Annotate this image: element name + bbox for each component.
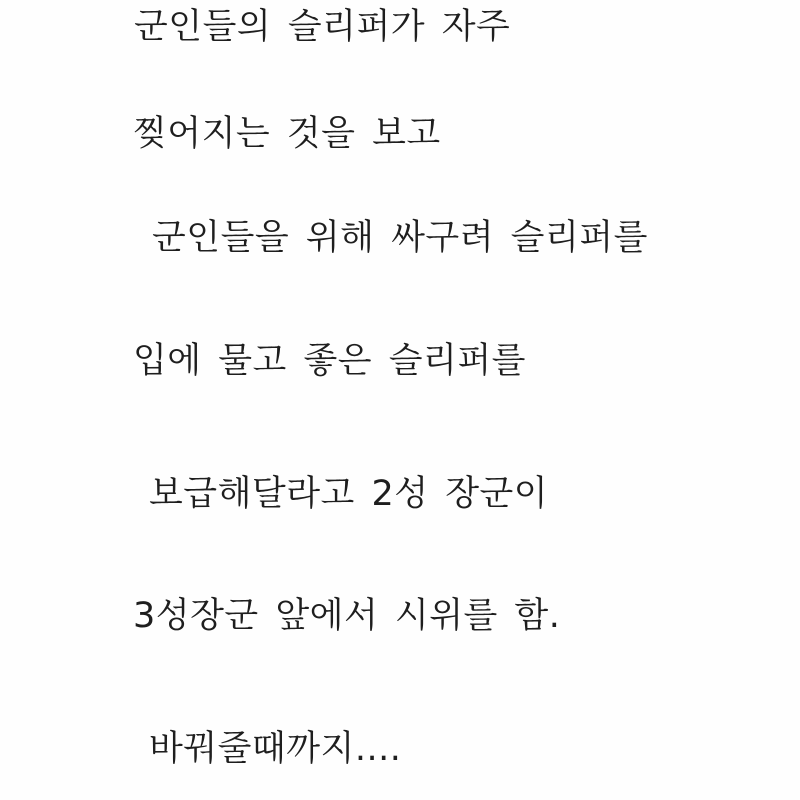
text-line-7: 바꿔줄때까지.... (149, 729, 402, 769)
text-line-2: 찢어지는 것을 보고 (133, 114, 441, 154)
text-line-3: 군인들을 위해 싸구려 슬리퍼를 (152, 218, 648, 258)
text-line-1: 군인들의 슬리퍼가 자주 (134, 7, 511, 47)
text-line-5: 보급해달라고 2성 장군이 (149, 474, 549, 514)
text-line-6: 3성장군 앞에서 시위를 함. (133, 596, 561, 636)
text-line-4: 입에 물고 좋은 슬리퍼를 (133, 341, 526, 381)
